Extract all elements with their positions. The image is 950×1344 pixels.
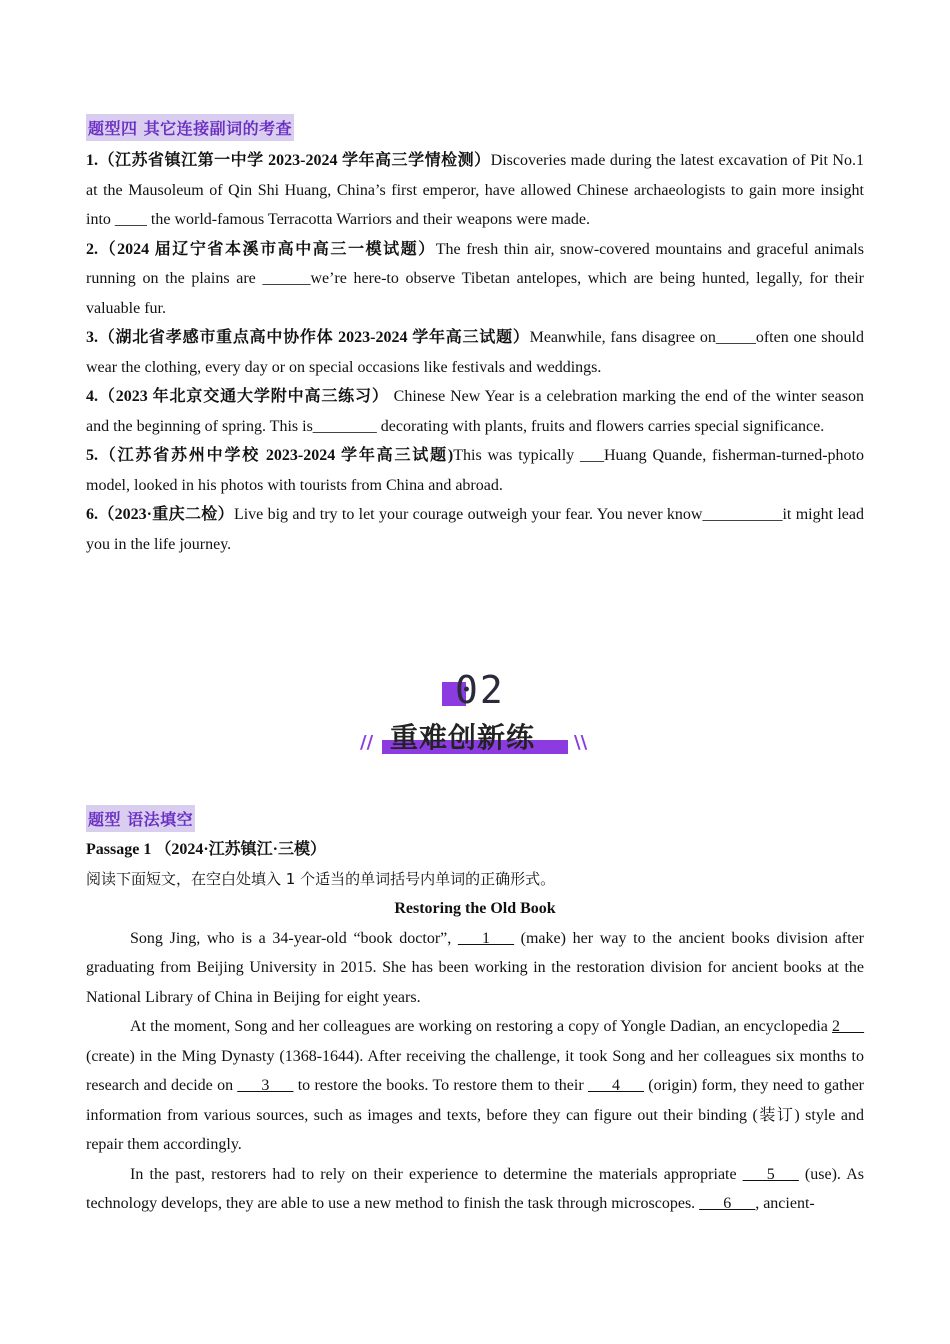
question-6 [86, 500, 864, 559]
question-4 [86, 382, 864, 441]
paragraph-text: , ancient- [755, 1195, 815, 1212]
paragraph-text: (make) her way to the ancient books division after graduating from Beijing University in 2015. She has been working in the restoration division for ancient books at the National Library of China in Beijing for eight years. [86, 929, 864, 1006]
passage-source: （2024·江苏镇江·三模） [155, 841, 327, 858]
section-banner [360, 668, 590, 760]
question-text: Discoveries made during the latest excavation of Pit No.1 at the Mausoleum of Qin Shi Huang, China’s first emperor, have allowed Chinese archaeologists to gain more insight into ____ the world-famous Terracotta Warriors and their weapons were made. [86, 152, 864, 228]
passage-instruction: 阅读下面短文，在空白处填入 1 个适当的单词括号内单词的正确形式。 [86, 869, 556, 888]
paragraph-text: In the past, restorers had to rely on their experience to determine the materials appropriate [130, 1165, 743, 1183]
question-source: （2023 年北京交通大学附中高三练习） [98, 388, 389, 405]
question-number: 2. [86, 240, 98, 258]
passage-title: Restoring the Old Book [394, 900, 556, 917]
blank-1: ___1___ [457, 929, 514, 947]
paragraph-text: (create) in the Ming Dynasty (1368-1644). After receiving the challenge, it took Song and her colleagues six months to research and decide on [86, 1047, 864, 1094]
blank-3: ___3___ [237, 1077, 294, 1094]
question-source: （江苏省苏州中学校 2023-2024 学年高三试题) [98, 447, 454, 464]
question-type-heading: 题型四 其它连接副词的考查 [86, 114, 294, 141]
question-text: Live big and try to let your courage outweigh your fear. You never know__________it might lead you in the life journey. [86, 506, 864, 553]
question-text: The fresh thin air, snow-covered mountains and graceful animals running on the plains are ______we’re here-to observe Tibetan antelopes, which are being hunted, legally, for their valuable fur. [86, 240, 864, 317]
banner-number: 02 [455, 668, 505, 712]
paragraph-text: At the moment, Song and her colleagues are working on restoring a copy of Yongle Dadian, an encyclopedia [130, 1018, 832, 1035]
question-source: （2024 届辽宁省本溪市高中高三一模试题） [98, 240, 436, 258]
question-text: Chinese New Year is a celebration marking the end of the winter season and the beginning of spring. This is________ decorating with plants, fruits and flowers carries special significance. [86, 388, 864, 435]
question-2 [86, 235, 864, 324]
question-source: （江苏省镇江第一中学 2023-2024 学年高三学情检测） [98, 152, 491, 169]
passage-paragraph-3 [86, 1160, 864, 1219]
question-3 [86, 323, 864, 382]
question-5 [86, 441, 864, 500]
banner-right-slash: \\ [574, 732, 588, 753]
question-number: 4. [86, 388, 98, 405]
blank-4: ___4___ [587, 1077, 644, 1094]
blank-2: 2___ [832, 1018, 864, 1035]
passage-paragraph-2 [86, 1012, 864, 1160]
question-number: 1. [86, 152, 98, 169]
paragraph-text: Song Jing, who is a 34-year-old “book doctor”, [130, 929, 458, 947]
question-text: Meanwhile, fans disagree on_____often one should wear the clothing, every day or on special occasions like festivals and weddings. [86, 329, 864, 376]
section-heading-grammar [86, 805, 195, 832]
section-heading-4 [86, 114, 294, 141]
question-number: 3. [86, 329, 98, 346]
passage [86, 835, 864, 1219]
question-number: 6. [86, 506, 98, 523]
question-number: 5. [86, 447, 98, 464]
question-source: （湖北省孝感市重点高中协作体 2023-2024 学年高三试题） [98, 329, 530, 346]
question-source: （2023·重庆二检） [98, 506, 234, 523]
banner-left-slash: // [360, 732, 374, 753]
blank-5: ___5___ [742, 1165, 799, 1183]
paragraph-text: to restore the books. To restore them to their [293, 1077, 588, 1094]
passage-header [86, 835, 864, 865]
paragraph-text: (origin) form, they need to gather information from various sources, such as images and texts, before they can figure out their binding (装订) style and repair them accordingly. [86, 1077, 865, 1153]
question-text: This was typically ___Huang Quande, fisherman-turned-photo model, looked in his photos with tourists from China and abroad. [86, 447, 864, 494]
banner-title: 重难创新练 [390, 721, 536, 754]
blank-6: ___6___ [699, 1195, 756, 1212]
passage-paragraph-1 [86, 924, 864, 1013]
question-1 [86, 146, 864, 235]
paragraph-text: (use). As technology develops, they are able to use a new method to finish the task through microscopes. [86, 1165, 864, 1212]
passage-label: Passage 1 [86, 841, 152, 858]
question-type-heading: 题型 语法填空 [86, 805, 195, 832]
question-list [86, 146, 864, 559]
